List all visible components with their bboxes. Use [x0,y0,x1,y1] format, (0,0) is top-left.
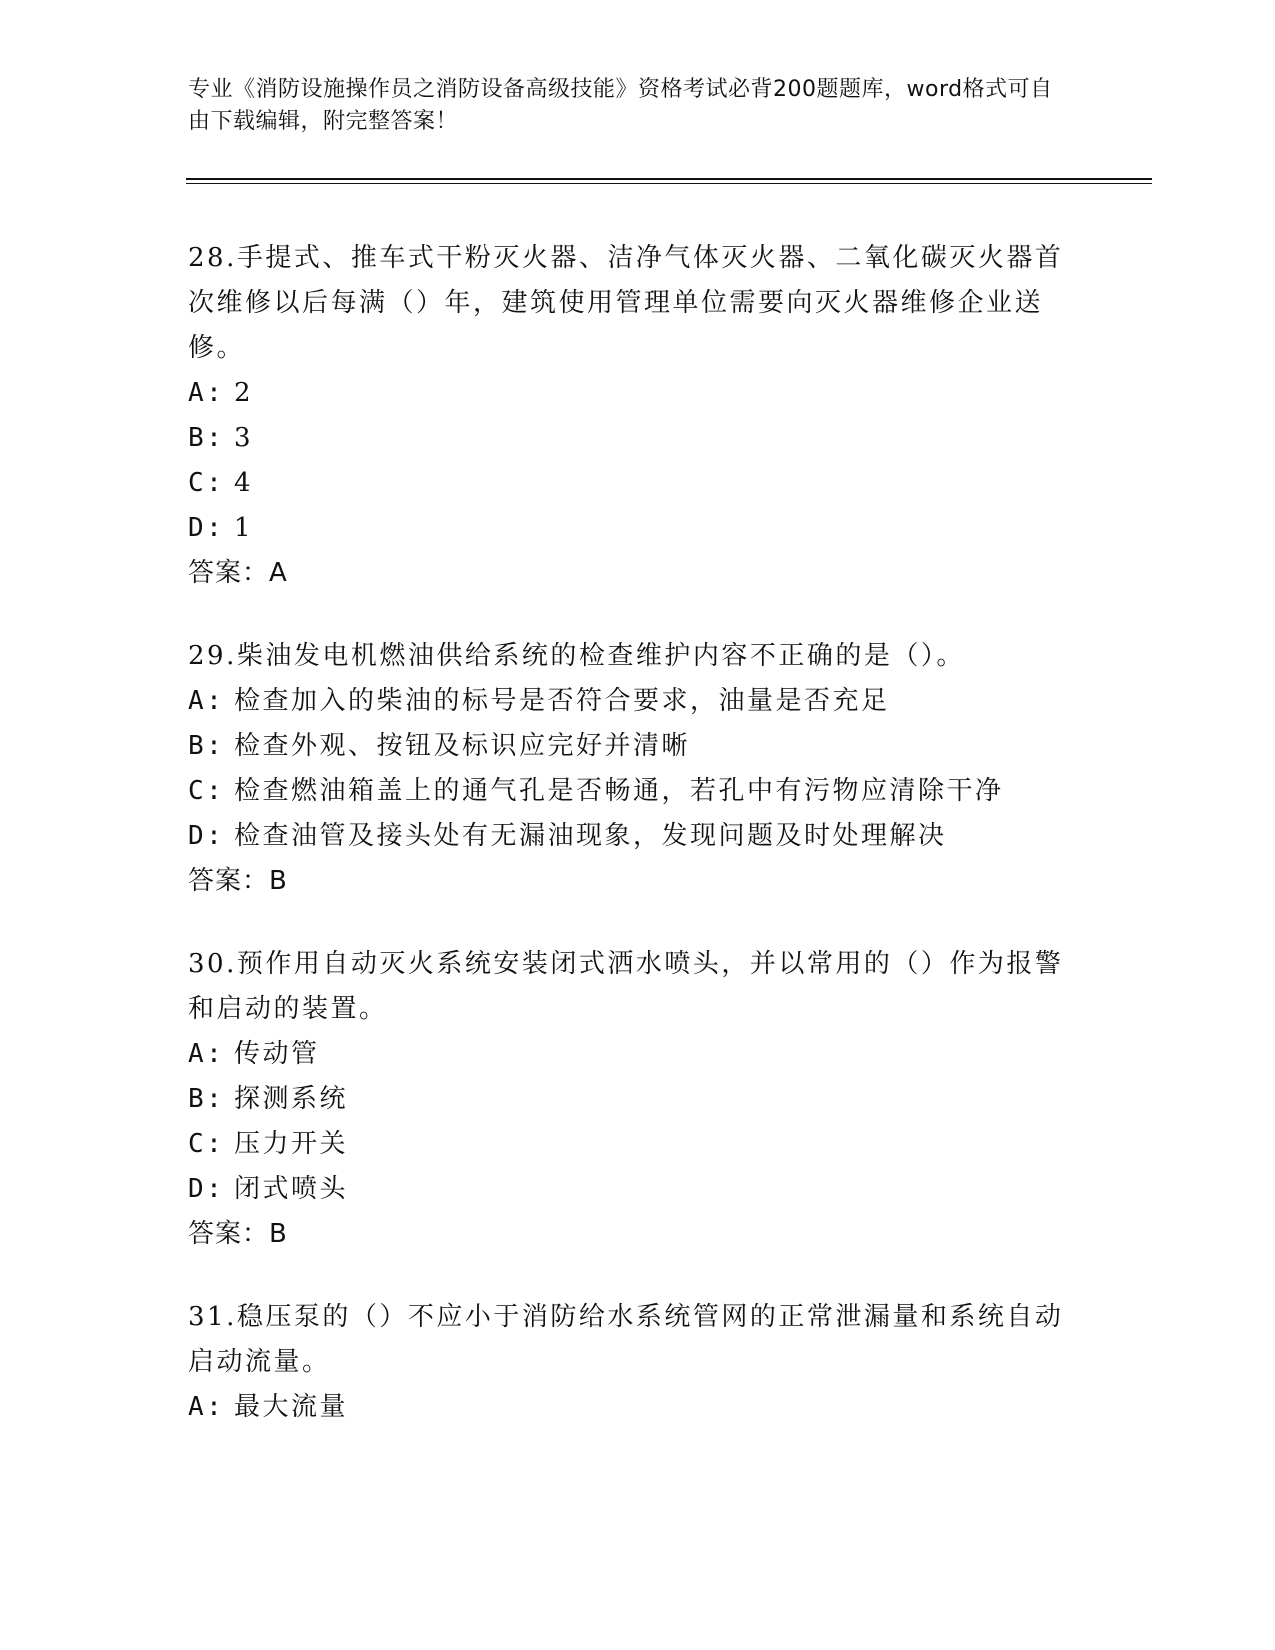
answer-line: 答案：B [188,1219,288,1249]
option-letter: D: [188,513,225,543]
document-header: 专业《消防设施操作员之消防设备高级技能》资格考试必背200题题库，word格式可自由下载编辑，附完整答案！ [188,77,1053,134]
question-list [188,236,1088,1468]
option-b [188,724,1088,769]
option-text: 最大流量 [234,1392,349,1422]
header-divider-thick [186,178,1152,180]
option-text: 检查油管及接头处有无漏油现象，发现问题及时处理解决 [234,821,947,851]
option-letter: A: [188,378,225,408]
option-b [188,1077,1088,1122]
option-a [188,371,1088,416]
question-29 [188,634,1088,904]
option-letter: D: [188,1174,225,1204]
option-text: 2 [234,378,254,408]
option-a [188,1032,1088,1077]
option-text: 检查燃油箱盖上的通气孔是否畅通，若孔中有污物应清除干净 [234,776,1004,806]
question-31 [188,1295,1088,1430]
question-28 [188,236,1088,596]
option-letter: C: [188,468,225,498]
option-d [188,1167,1088,1212]
option-letter: B: [188,423,225,453]
option-b [188,416,1088,461]
question-30 [188,942,1088,1257]
option-text: 4 [234,468,254,498]
option-letter: B: [188,1084,225,1114]
option-c [188,461,1088,506]
option-letter: B: [188,731,225,761]
option-letter: C: [188,1129,225,1159]
option-d [188,814,1088,859]
question-stem: 31.稳压泵的（）不应小于消防给水系统管网的正常泄漏量和系统自动启动流量。 [188,1302,1064,1377]
option-letter: A: [188,1392,225,1422]
question-stem: 28.手提式、推车式干粉灭火器、洁净气体灭火器、二氧化碳灭火器首次维修以后每满（）年，建筑使用管理单位需要向灭火器维修企业送修。 [188,243,1064,363]
option-a [188,1385,1088,1430]
option-text: 3 [234,423,254,453]
option-letter: C: [188,776,225,806]
option-letter: D: [188,821,225,851]
header-divider-thin [186,183,1152,184]
answer-line: 答案：A [188,558,288,588]
option-text: 探测系统 [234,1084,349,1114]
question-stem: 29.柴油发电机燃油供给系统的检查维护内容不正确的是（）。 [188,641,965,671]
option-text: 传动管 [234,1039,320,1069]
option-c [188,1122,1088,1167]
option-c [188,769,1088,814]
option-a [188,679,1088,724]
question-stem: 30.预作用自动灭火系统安装闭式洒水喷头，并以常用的（）作为报警和启动的装置。 [188,949,1064,1024]
option-letter: A: [188,1039,225,1069]
option-text: 1 [234,513,254,543]
option-letter: A: [188,686,225,716]
option-d [188,506,1088,551]
option-text: 检查加入的柴油的标号是否符合要求，油量是否充足 [234,686,890,716]
option-text: 检查外观、按钮及标识应完好并清晰 [234,731,691,761]
option-text: 闭式喷头 [234,1174,349,1204]
option-text: 压力开关 [234,1129,349,1159]
answer-line: 答案：B [188,866,288,896]
